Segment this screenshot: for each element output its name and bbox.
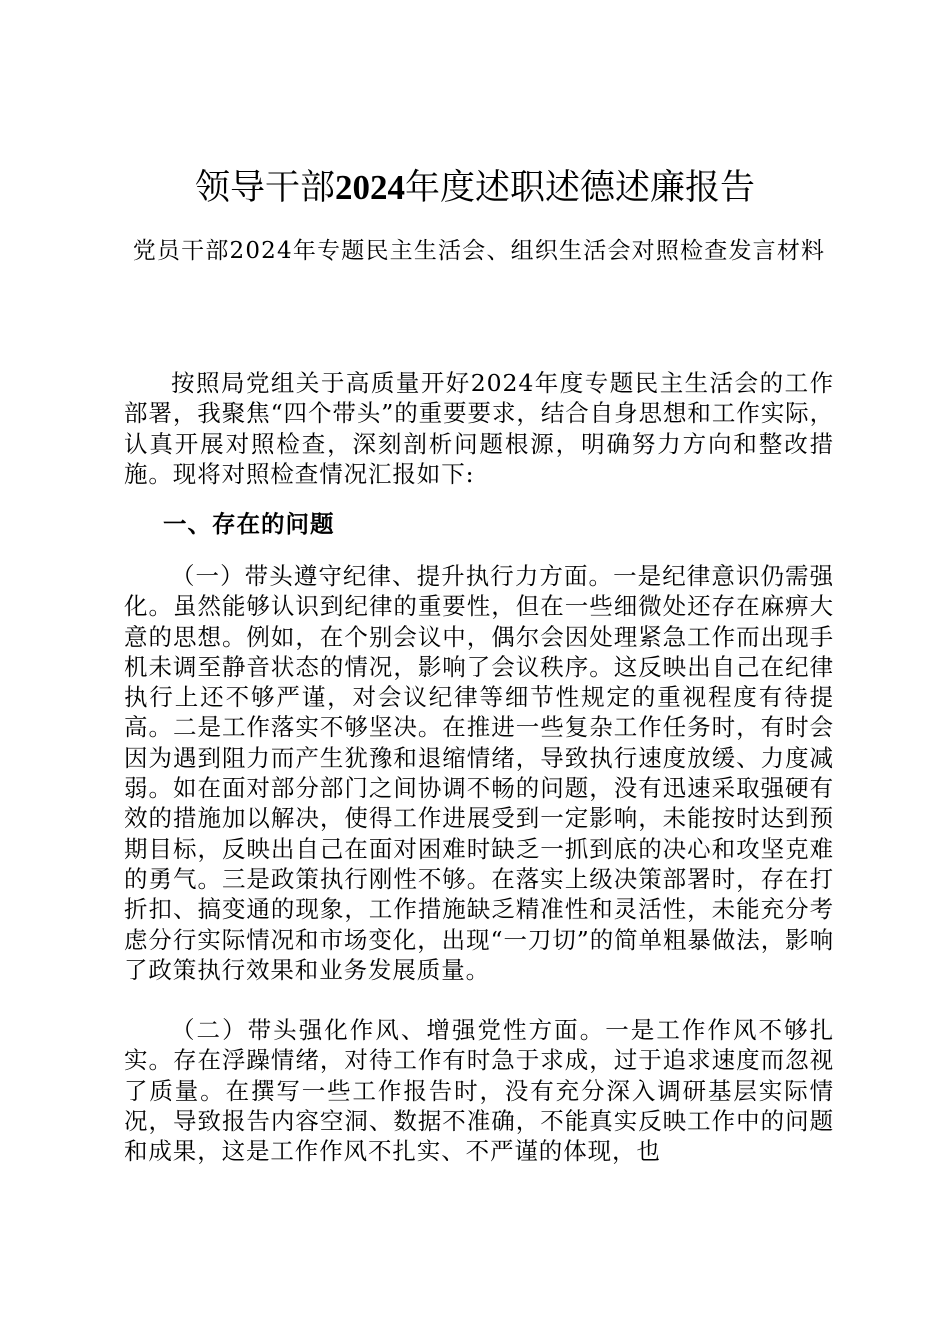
section-heading: 一、存在的问题: [163, 510, 335, 538]
intro-paragraph: 按照局党组关于高质量开好2024年度专题民主生活会的工作部署，我聚焦“四个带头”的重要要求，结合自身思想和工作实际，认真开展对照检查，深刻剖析问题根源，明确努力方向和整改措施。现将对照检查情况汇报如下:: [124, 369, 834, 488]
body-paragraph-1: （一）带头遵守纪律、提升执行力方面。一是纪律意识仍需强化。虽然能够认识到纪律的重要性，但在一些细微处还存在麻痹大意的思想。例如，在个别会议中，偶尔会因处理紧急工作而出现手机未调至静音状态的情况，影响了会议秩序。这反映出自己在纪律执行上还不够严谨，对会议纪律等细节性规定的重视程度有待提高。二是工作落实不够坚决。在推进一些复杂工作任务时，有时会因为遇到阻力而产生犹豫和退缩情绪，导致执行速度放缓、力度减弱。如在面对部分部门之间协调不畅的问题，没有迅速采取强硬有效的措施加以解决，使得工作进展受到一定影响，未能按时达到预期目标，反映出自己在面对困难时缺乏一抓到底的决心和攻坚克难的勇气。三是政策执行刚性不够。在落实上级决策部署时，存在打折扣、搞变通的现象，工作措施缺乏精准性和灵活性，未能充分考虑分行实际情况和市场变化，出现“一刀切”的简单粗暴做法，影响了政策执行效果和业务发展质量。: [124, 562, 834, 984]
title-prefix: 领导干部: [194, 168, 335, 207]
title-suffix: 年度述职述德述廉报告: [405, 168, 756, 207]
body-paragraph-2: （二）带头强化作风、增强党性方面。一是工作作风不够扎实。存在浮躁情绪，对待工作有时急于求成，过于追求速度而忽视了质量。在撰写一些工作报告时，没有充分深入调研基层实际情况，导致报告内容空洞、数据不准确，不能真实反映工作中的问题和成果，这是工作作风不扎实、不严谨的体现，也: [124, 1016, 834, 1166]
document-subtitle: 党员干部2024年专题民主生活会、组织生活会对照检查发言材料: [132, 238, 826, 264]
document-title: [0, 164, 950, 212]
title-year: 2024: [335, 168, 405, 207]
